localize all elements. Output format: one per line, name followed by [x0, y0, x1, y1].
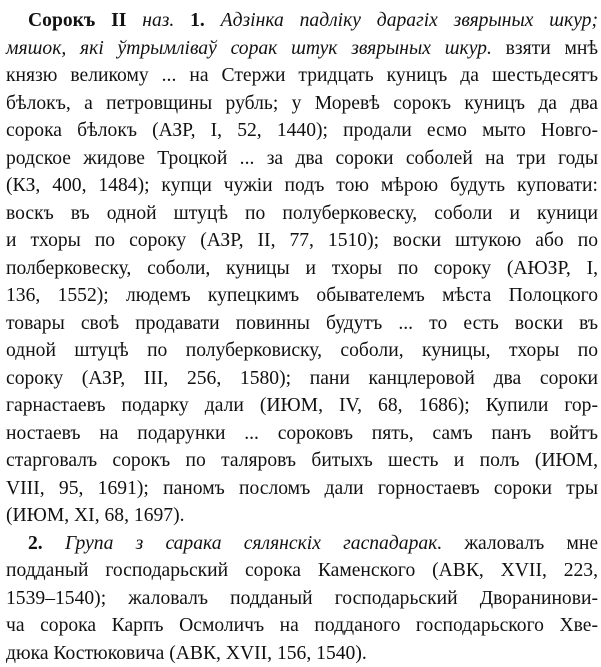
entry-line-1: [6, 7, 598, 35]
citation-line: ностаевъ на подарунки ... сороковъ пять, самъ панъ войтъ: [6, 420, 598, 448]
sense-number-1: 1.: [190, 10, 205, 31]
citation-line: бѣлокъ, а петровщины рубль; у Моревѣ сорокъ куницъ да два: [6, 90, 598, 118]
homonym-numeral: II: [111, 10, 126, 31]
citation-line: родское жидове Троцкой ... за два сороки соболей на три годы: [6, 145, 598, 173]
sense-definition-1a: Адзінка падліку дарагіх звярыных шкур;: [221, 10, 598, 31]
citation-line: одной штуцѣ по полуберковиску, соболи, куницы, тхоры по: [6, 337, 598, 365]
citation-line: воскъ въ одной штуцѣ по полуберковеску, соболи и куници: [6, 200, 598, 228]
citation-line: сороку (АЗР, III, 256, 1580); пани канцлеровой два сороки: [6, 365, 598, 393]
citation-line: (ИЮМ, XI, 68, 1697).: [6, 502, 598, 530]
citation-line: VIII, 95, 1691); паномъ посломъ дали горностаевъ сороки тры: [6, 475, 598, 503]
citation-line: полберковеску, соболи, куницы и тхоры по сороку (АЮЗР, I,: [6, 255, 598, 283]
citation-line: князю великому ... на Стержи тридцать куницъ да шестьдесятъ: [6, 62, 598, 90]
citation-line: 1539–1540); жаловалъ подданый господарьский Дворанинови-: [6, 585, 598, 613]
sense-definition-1b: мяшок, які ўтрымліваў сорак штук звярыных шкур.: [6, 38, 492, 59]
entry-line-2: [6, 35, 598, 63]
citation-line: и тхоры по сороку (АЗР, II, 77, 1510); воски штукою або по: [6, 227, 598, 255]
citation-line: подданый господарьский сорока Каменского (АВК, XVII, 223,: [6, 557, 598, 585]
citation-line: ча сорока Карпъ Осмоличъ на подданого господарьского Хве-: [6, 612, 598, 640]
dictionary-entry: [6, 7, 598, 667]
sense-number-2: 2.: [28, 533, 43, 554]
citation-line: (КЗ, 400, 1484); купци чужiи подъ тою мѣрою будуть куповати:: [6, 172, 598, 200]
citation-line: гарнастаевъ подарку дали (ИЮМ, IV, 68, 1686); Купили гор-: [6, 392, 598, 420]
citation-line: дюка Костюковича (АВК, XVII, 156, 1540).: [6, 640, 598, 667]
citation-line: товары своѣ продавати повинны будутъ ... то есть воски въ: [6, 310, 598, 338]
citation-text: жаловалъ мне: [464, 533, 598, 554]
citation-line: сорока бѣлокъ (АЗР, I, 52, 1440); продали есмо мыто Новго-: [6, 117, 598, 145]
citation-text: взяти мнѣ: [506, 38, 598, 59]
citation-line: старговалъ сорокъ по таляровъ битыхъ шесть и полъ (ИЮМ,: [6, 447, 598, 475]
part-of-speech: наз.: [142, 10, 174, 31]
citation-line: 136, 1552); людемъ купецкимъ обывателемъ мѣста Полоцкого: [6, 282, 598, 310]
sense-2-line: [6, 530, 598, 558]
sense-definition-2: Група з сарака сялянскіх гаспадарак.: [65, 533, 442, 554]
headword: Сорокъ: [28, 10, 95, 31]
